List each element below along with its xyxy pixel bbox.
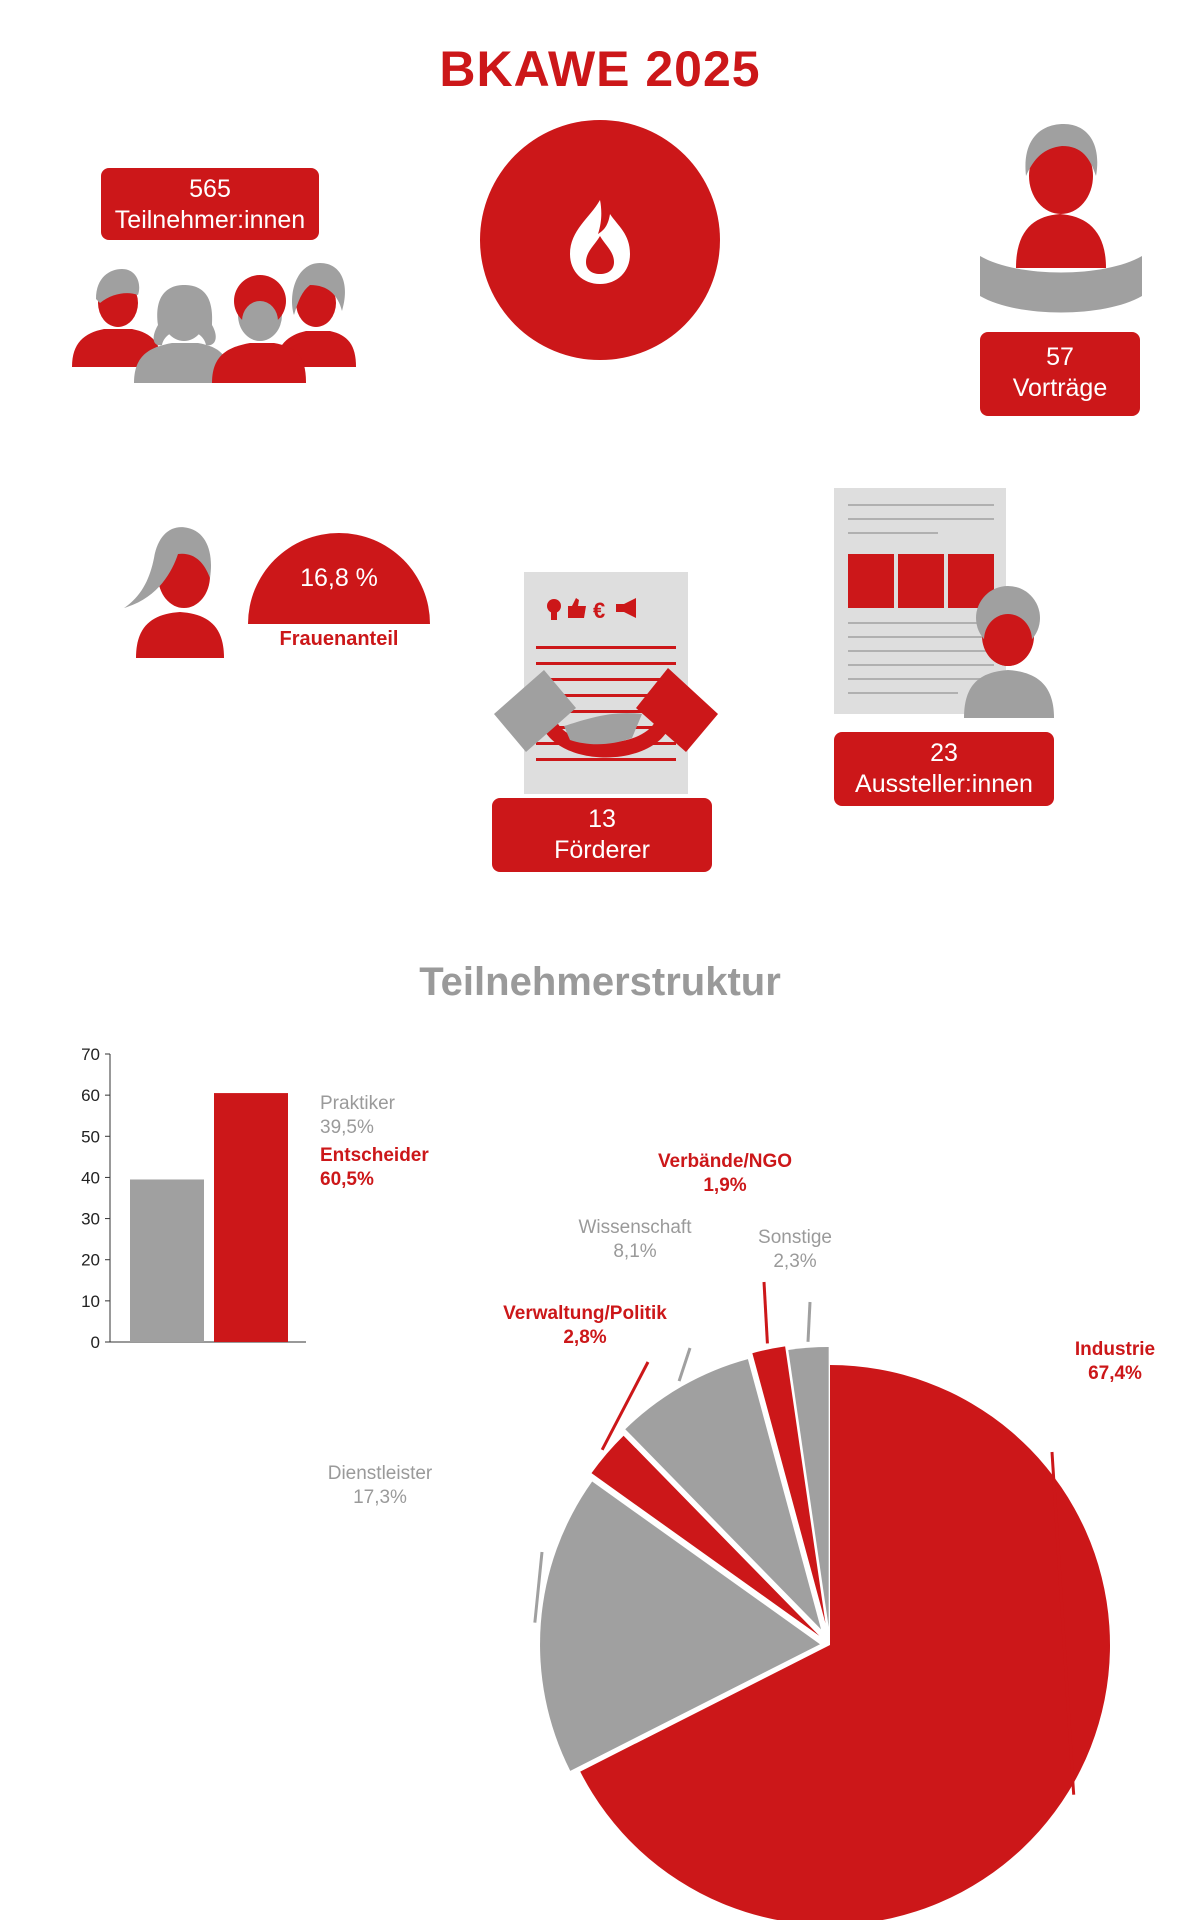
bar-y-tick-label: 50 (81, 1127, 100, 1147)
pie-label-industrie-name: Industrie (1074, 1339, 1156, 1360)
sponsor-document-icon (492, 570, 724, 796)
bar-y-tick-label: 70 (81, 1045, 100, 1064)
bar-y-tick-label: 40 (81, 1168, 100, 1188)
people-group-icon (70, 255, 360, 390)
pie-label-dienstleister (305, 1462, 455, 1510)
pie-label-wissenschaft (560, 1216, 710, 1264)
flame-icon (478, 118, 722, 362)
sponsors-box (492, 798, 712, 872)
pie-label-sonstige (740, 1226, 850, 1274)
pie-leader-line (808, 1302, 810, 1342)
bar-legend-entscheider-value: 60,5% (320, 1169, 374, 1190)
pie-label-verwaltung-value: 2,8% (563, 1327, 607, 1348)
talks-value: 57 (1046, 343, 1074, 371)
bar-legend-praktiker-name: Praktiker (320, 1093, 395, 1114)
bar-y-tick-label: 20 (81, 1250, 100, 1270)
bar-legend-entscheider-name: Entscheider (320, 1145, 429, 1166)
pie-label-dienstleister-name: Dienstleister (327, 1463, 433, 1484)
participants-label: Teilnehmer:innen (114, 206, 306, 234)
section-title: Teilnehmerstruktur (419, 960, 781, 1004)
pie-label-industrie (1040, 1338, 1190, 1386)
exhibitors-box (834, 732, 1054, 806)
woman-icon (122, 522, 236, 660)
pie-label-sonstige-name: Sonstige (758, 1227, 832, 1248)
participants-box (101, 168, 319, 240)
talks-box (980, 332, 1140, 416)
sponsors-value: 13 (588, 805, 616, 833)
pie-label-verbaende-value: 1,9% (703, 1175, 747, 1196)
svg-text:€: € (593, 598, 606, 623)
pie-leader-line (764, 1282, 767, 1343)
bar-y-tick-label: 10 (81, 1291, 100, 1311)
pie-label-sonstige-value: 2,3% (773, 1251, 817, 1272)
exhibitor-poster-icon (834, 488, 1058, 720)
participants-value: 565 (189, 175, 231, 203)
bar-y-tick-label: 60 (81, 1086, 100, 1106)
page-title: BKAWE 2025 (439, 41, 761, 97)
exhibitors-value: 23 (930, 739, 958, 767)
pie-label-verbaende (640, 1150, 810, 1198)
pie-label-wissenschaft-value: 8,1% (613, 1241, 657, 1262)
pie-label-verbaende-name: Verbände/NGO (657, 1151, 793, 1172)
bar-y-tick-label: 0 (90, 1333, 100, 1352)
pie-leader-line (679, 1348, 690, 1381)
female-share-label: Frauenanteil (279, 628, 399, 650)
sponsors-label: Förderer (554, 836, 650, 864)
bar-legend-praktiker-value: 39,5% (320, 1117, 374, 1138)
pie-label-wissenschaft-name: Wissenschaft (578, 1217, 692, 1238)
pie-label-verwaltung-name: Verwaltung/Politik (503, 1303, 667, 1324)
talks-label: Vorträge (1012, 374, 1108, 402)
speaker-icon (978, 118, 1144, 314)
female-share-value: 16,8 % (300, 564, 378, 592)
pie-label-verwaltung (480, 1302, 690, 1350)
pie-label-dienstleister-value: 17,3% (353, 1487, 407, 1508)
pie-label-industrie-value: 67,4% (1088, 1363, 1142, 1384)
bar-y-tick-label: 30 (81, 1209, 100, 1229)
exhibitors-label: Aussteller:innen (855, 770, 1033, 798)
pie-leader-line (535, 1552, 542, 1623)
